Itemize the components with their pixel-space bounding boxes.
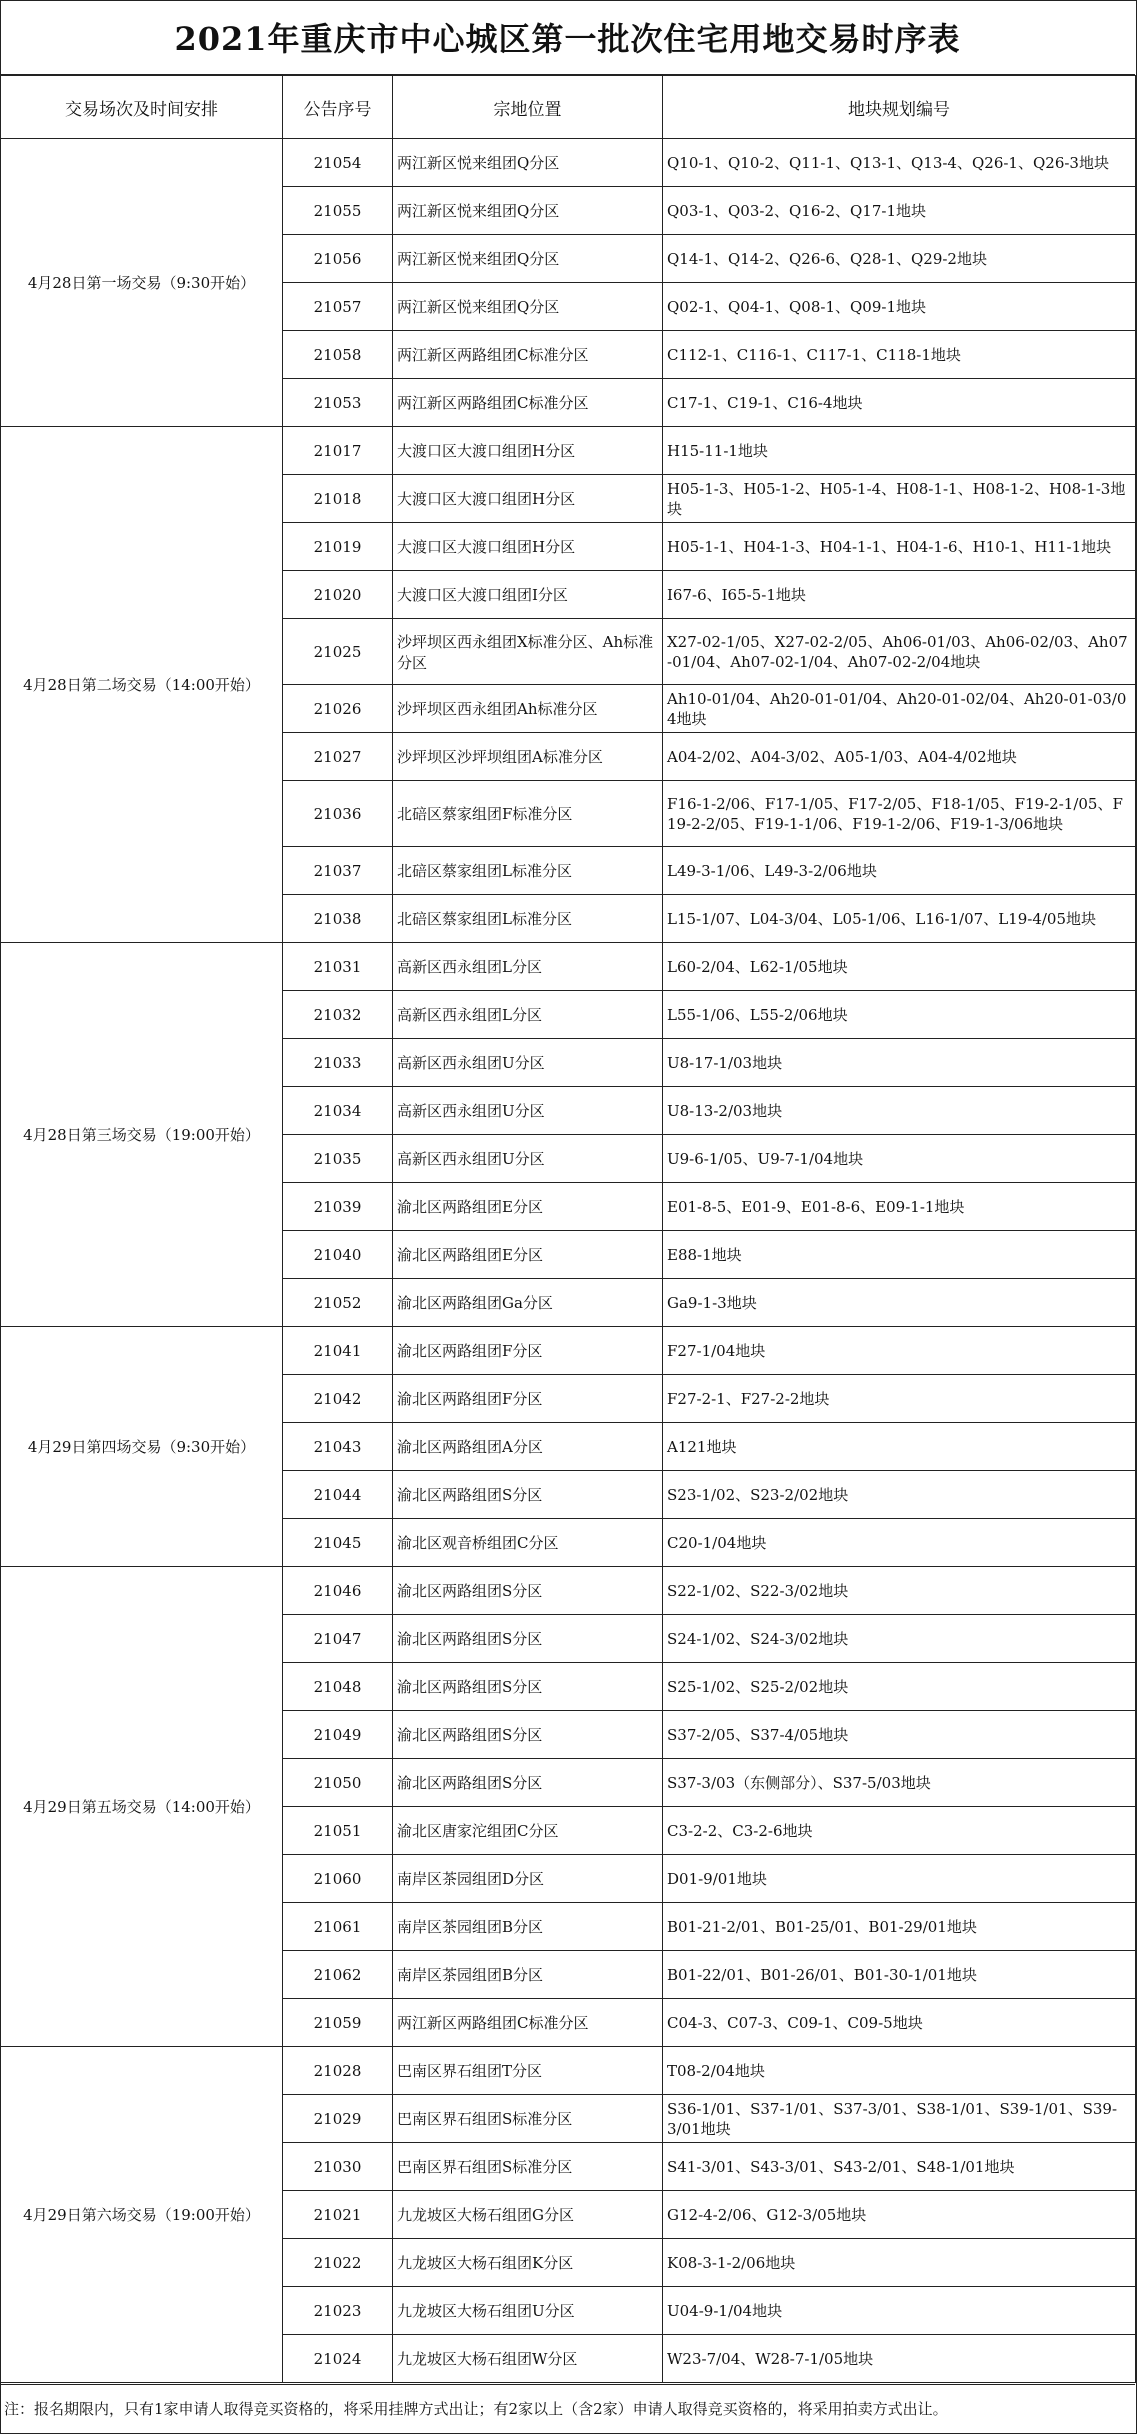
notice-number: 21050 bbox=[283, 1759, 393, 1807]
parcel-location: 两江新区悦来组团Q分区 bbox=[393, 139, 663, 187]
notice-number: 21030 bbox=[283, 2143, 393, 2191]
plot-codes: W23-7/04、W28-7-1/05地块 bbox=[663, 2335, 1136, 2383]
plot-codes: Q14-1、Q14-2、Q26-6、Q28-1、Q29-2地块 bbox=[663, 235, 1136, 283]
parcel-location: 渝北区观音桥组团C分区 bbox=[393, 1519, 663, 1567]
notice-number: 21032 bbox=[283, 991, 393, 1039]
plot-codes: S24-1/02、S24-3/02地块 bbox=[663, 1615, 1136, 1663]
notice-number: 21061 bbox=[283, 1903, 393, 1951]
notice-number: 21040 bbox=[283, 1231, 393, 1279]
plot-codes: L49-3-1/06、L49-3-2/06地块 bbox=[663, 847, 1136, 895]
plot-codes: D01-9/01地块 bbox=[663, 1855, 1136, 1903]
session-label: 4月29日第六场交易（19:00开始） bbox=[1, 2047, 283, 2383]
notice-number: 21041 bbox=[283, 1327, 393, 1375]
parcel-location: 渝北区两路组团S分区 bbox=[393, 1663, 663, 1711]
parcel-location: 高新区西永组团U分区 bbox=[393, 1087, 663, 1135]
page-title: 2021年重庆市中心城区第一批次住宅用地交易时序表 bbox=[0, 0, 1135, 75]
plot-codes: Q03-1、Q03-2、Q16-2、Q17-1地块 bbox=[663, 187, 1136, 235]
parcel-location: 巴南区界石组团T分区 bbox=[393, 2047, 663, 2095]
plot-codes: A04-2/02、A04-3/02、A05-1/03、A04-4/02地块 bbox=[663, 733, 1136, 781]
plot-codes: H15-11-1地块 bbox=[663, 427, 1136, 475]
notice-number: 21024 bbox=[283, 2335, 393, 2383]
notice-number: 21056 bbox=[283, 235, 393, 283]
notice-number: 21047 bbox=[283, 1615, 393, 1663]
header-parcel-location: 宗地位置 bbox=[393, 76, 663, 139]
plot-codes: S23-1/02、S23-2/02地块 bbox=[663, 1471, 1136, 1519]
plot-codes: S37-3/03（东侧部分）、S37-5/03地块 bbox=[663, 1759, 1136, 1807]
table-row bbox=[1, 1327, 1136, 1375]
notice-number: 21043 bbox=[283, 1423, 393, 1471]
parcel-location: 渝北区两路组团S分区 bbox=[393, 1615, 663, 1663]
notice-number: 21037 bbox=[283, 847, 393, 895]
plot-codes: S22-1/02、S22-3/02地块 bbox=[663, 1567, 1136, 1615]
plot-codes: Q02-1、Q04-1、Q08-1、Q09-1地块 bbox=[663, 283, 1136, 331]
parcel-location: 九龙坡区大杨石组团U分区 bbox=[393, 2287, 663, 2335]
parcel-location: 渝北区两路组团Ga分区 bbox=[393, 1279, 663, 1327]
parcel-location: 巴南区界石组团S标准分区 bbox=[393, 2095, 663, 2143]
plot-codes: E88-1地块 bbox=[663, 1231, 1136, 1279]
notice-number: 21020 bbox=[283, 571, 393, 619]
notice-number: 21034 bbox=[283, 1087, 393, 1135]
parcel-location: 渝北区两路组团S分区 bbox=[393, 1711, 663, 1759]
parcel-location: 渝北区两路组团E分区 bbox=[393, 1231, 663, 1279]
parcel-location: 高新区西永组团U分区 bbox=[393, 1135, 663, 1183]
plot-codes: F27-1/04地块 bbox=[663, 1327, 1136, 1375]
notice-number: 21017 bbox=[283, 427, 393, 475]
session-label: 4月29日第五场交易（14:00开始） bbox=[1, 1567, 283, 2047]
plot-codes: S41-3/01、S43-3/01、S43-2/01、S48-1/01地块 bbox=[663, 2143, 1136, 2191]
plot-codes: L15-1/07、L04-3/04、L05-1/06、L16-1/07、L19-4/05地块 bbox=[663, 895, 1136, 943]
footnote: 注：报名期限内，只有1家申请人取得竞买资格的，将采用挂牌方式出让；有2家以上（含2家）申请人取得竞买资格的，将采用拍卖方式出让。 bbox=[0, 2384, 1135, 2432]
plot-codes: G12-4-2/06、G12-3/05地块 bbox=[663, 2191, 1136, 2239]
notice-number: 21019 bbox=[283, 523, 393, 571]
plot-codes: C04-3、C07-3、C09-1、C09-5地块 bbox=[663, 1999, 1136, 2047]
plot-codes: F27-2-1、F27-2-2地块 bbox=[663, 1375, 1136, 1423]
plot-codes: L60-2/04、L62-1/05地块 bbox=[663, 943, 1136, 991]
plot-codes: Q10-1、Q10-2、Q11-1、Q13-1、Q13-4、Q26-1、Q26-3地块 bbox=[663, 139, 1136, 187]
session-label: 4月28日第二场交易（14:00开始） bbox=[1, 427, 283, 943]
notice-number: 21029 bbox=[283, 2095, 393, 2143]
parcel-location: 沙坪坝区西永组团X标准分区、Ah标准分区 bbox=[393, 619, 663, 685]
parcel-location: 九龙坡区大杨石组团W分区 bbox=[393, 2335, 663, 2383]
header-row bbox=[1, 76, 1136, 139]
notice-number: 21058 bbox=[283, 331, 393, 379]
parcel-location: 两江新区两路组团C标准分区 bbox=[393, 1999, 663, 2047]
plot-codes: S37-2/05、S37-4/05地块 bbox=[663, 1711, 1136, 1759]
plot-codes: C17-1、C19-1、C16-4地块 bbox=[663, 379, 1136, 427]
notice-number: 21038 bbox=[283, 895, 393, 943]
table-row bbox=[1, 427, 1136, 475]
parcel-location: 大渡口区大渡口组团H分区 bbox=[393, 427, 663, 475]
notice-number: 21051 bbox=[283, 1807, 393, 1855]
notice-number: 21057 bbox=[283, 283, 393, 331]
parcel-location: 南岸区茶园组团B分区 bbox=[393, 1903, 663, 1951]
table-body bbox=[1, 139, 1136, 2383]
parcel-location: 沙坪坝区沙坪坝组团A标准分区 bbox=[393, 733, 663, 781]
plot-codes: C20-1/04地块 bbox=[663, 1519, 1136, 1567]
plot-codes: K08-3-1-2/06地块 bbox=[663, 2239, 1136, 2287]
notice-number: 21062 bbox=[283, 1951, 393, 1999]
notice-number: 21025 bbox=[283, 619, 393, 685]
notice-number: 21039 bbox=[283, 1183, 393, 1231]
notice-number: 21022 bbox=[283, 2239, 393, 2287]
header-notice-number: 公告序号 bbox=[283, 76, 393, 139]
parcel-location: 渝北区两路组团F分区 bbox=[393, 1327, 663, 1375]
notice-number: 21027 bbox=[283, 733, 393, 781]
plot-codes: L55-1/06、L55-2/06地块 bbox=[663, 991, 1136, 1039]
notice-number: 21031 bbox=[283, 943, 393, 991]
parcel-location: 九龙坡区大杨石组团K分区 bbox=[393, 2239, 663, 2287]
parcel-location: 北碚区蔡家组团L标准分区 bbox=[393, 847, 663, 895]
plot-codes: S25-1/02、S25-2/02地块 bbox=[663, 1663, 1136, 1711]
plot-codes: T08-2/04地块 bbox=[663, 2047, 1136, 2095]
notice-number: 21018 bbox=[283, 475, 393, 523]
parcel-location: 沙坪坝区西永组团Ah标准分区 bbox=[393, 685, 663, 733]
notice-number: 21046 bbox=[283, 1567, 393, 1615]
plot-codes: C112-1、C116-1、C117-1、C118-1地块 bbox=[663, 331, 1136, 379]
parcel-location: 两江新区悦来组团Q分区 bbox=[393, 235, 663, 283]
header-plot-codes: 地块规划编号 bbox=[663, 76, 1136, 139]
plot-codes: E01-8-5、E01-9、E01-8-6、E09-1-1地块 bbox=[663, 1183, 1136, 1231]
notice-number: 21023 bbox=[283, 2287, 393, 2335]
notice-number: 21035 bbox=[283, 1135, 393, 1183]
notice-number: 21042 bbox=[283, 1375, 393, 1423]
plot-codes: H05-1-1、H04-1-3、H04-1-1、H04-1-6、H10-1、H11-1地块 bbox=[663, 523, 1136, 571]
parcel-location: 两江新区悦来组团Q分区 bbox=[393, 283, 663, 331]
parcel-location: 两江新区两路组团C标准分区 bbox=[393, 331, 663, 379]
parcel-location: 高新区西永组团L分区 bbox=[393, 991, 663, 1039]
parcel-location: 渝北区唐家沱组团C分区 bbox=[393, 1807, 663, 1855]
parcel-location: 渝北区两路组团S分区 bbox=[393, 1567, 663, 1615]
plot-codes: Ah10-01/04、Ah20-01-01/04、Ah20-01-02/04、Ah20-01-03/04地块 bbox=[663, 685, 1136, 733]
session-label: 4月28日第一场交易（9:30开始） bbox=[1, 139, 283, 427]
notice-number: 21045 bbox=[283, 1519, 393, 1567]
table-row bbox=[1, 2047, 1136, 2095]
table-row bbox=[1, 943, 1136, 991]
parcel-location: 两江新区悦来组团Q分区 bbox=[393, 187, 663, 235]
parcel-location: 两江新区两路组团C标准分区 bbox=[393, 379, 663, 427]
table-row bbox=[1, 139, 1136, 187]
plot-codes: U9-6-1/05、U9-7-1/04地块 bbox=[663, 1135, 1136, 1183]
parcel-location: 九龙坡区大杨石组团G分区 bbox=[393, 2191, 663, 2239]
parcel-location: 渝北区两路组团A分区 bbox=[393, 1423, 663, 1471]
notice-number: 21026 bbox=[283, 685, 393, 733]
plot-codes: U04-9-1/04地块 bbox=[663, 2287, 1136, 2335]
plot-codes: X27-02-1/05、X27-02-2/05、Ah06-01/03、Ah06-02/03、Ah07-01/04、Ah07-02-1/04、Ah07-02-2/04地块 bbox=[663, 619, 1136, 685]
parcel-location: 高新区西永组团U分区 bbox=[393, 1039, 663, 1087]
notice-number: 21053 bbox=[283, 379, 393, 427]
parcel-location: 渝北区两路组团S分区 bbox=[393, 1759, 663, 1807]
parcel-location: 渝北区两路组团S分区 bbox=[393, 1471, 663, 1519]
notice-number: 21028 bbox=[283, 2047, 393, 2095]
parcel-location: 大渡口区大渡口组团H分区 bbox=[393, 523, 663, 571]
session-label: 4月28日第三场交易（19:00开始） bbox=[1, 943, 283, 1327]
plot-codes: F16-1-2/06、F17-1/05、F17-2/05、F18-1/05、F19-2-1/05、F19-2-2/05、F19-1-1/06、F19-1-2/06、F19-1-3/06地块 bbox=[663, 781, 1136, 847]
notice-number: 21049 bbox=[283, 1711, 393, 1759]
plot-codes: I67-6、I65-5-1地块 bbox=[663, 571, 1136, 619]
plot-codes: U8-17-1/03地块 bbox=[663, 1039, 1136, 1087]
plot-codes: U8-13-2/03地块 bbox=[663, 1087, 1136, 1135]
notice-number: 21033 bbox=[283, 1039, 393, 1087]
plot-codes: H05-1-3、H05-1-2、H05-1-4、H08-1-1、H08-1-2、H08-1-3地块 bbox=[663, 475, 1136, 523]
notice-number: 21036 bbox=[283, 781, 393, 847]
notice-number: 21052 bbox=[283, 1279, 393, 1327]
plot-codes: B01-21-2/01、B01-25/01、B01-29/01地块 bbox=[663, 1903, 1136, 1951]
parcel-location: 渝北区两路组团E分区 bbox=[393, 1183, 663, 1231]
plot-codes: A121地块 bbox=[663, 1423, 1136, 1471]
notice-number: 21059 bbox=[283, 1999, 393, 2047]
header-session: 交易场次及时间安排 bbox=[1, 76, 283, 139]
notice-number: 21021 bbox=[283, 2191, 393, 2239]
notice-number: 21048 bbox=[283, 1663, 393, 1711]
parcel-location: 北碚区蔡家组团L标准分区 bbox=[393, 895, 663, 943]
parcel-location: 大渡口区大渡口组团H分区 bbox=[393, 475, 663, 523]
parcel-location: 大渡口区大渡口组团I分区 bbox=[393, 571, 663, 619]
notice-number: 21055 bbox=[283, 187, 393, 235]
plot-codes: S36-1/01、S37-1/01、S37-3/01、S38-1/01、S39-1/01、S39-3/01地块 bbox=[663, 2095, 1136, 2143]
parcel-location: 渝北区两路组团F分区 bbox=[393, 1375, 663, 1423]
notice-number: 21060 bbox=[283, 1855, 393, 1903]
notice-number: 21044 bbox=[283, 1471, 393, 1519]
parcel-location: 巴南区界石组团S标准分区 bbox=[393, 2143, 663, 2191]
plot-codes: C3-2-2、C3-2-6地块 bbox=[663, 1807, 1136, 1855]
notice-number: 21054 bbox=[283, 139, 393, 187]
session-label: 4月29日第四场交易（9:30开始） bbox=[1, 1327, 283, 1567]
parcel-location: 北碚区蔡家组团F标准分区 bbox=[393, 781, 663, 847]
parcel-location: 高新区西永组团L分区 bbox=[393, 943, 663, 991]
parcel-location: 南岸区茶园组团B分区 bbox=[393, 1951, 663, 1999]
plot-codes: Ga9-1-3地块 bbox=[663, 1279, 1136, 1327]
parcel-location: 南岸区茶园组团D分区 bbox=[393, 1855, 663, 1903]
table-row bbox=[1, 1567, 1136, 1615]
schedule-table bbox=[0, 75, 1136, 2383]
plot-codes: B01-22/01、B01-26/01、B01-30-1/01地块 bbox=[663, 1951, 1136, 1999]
